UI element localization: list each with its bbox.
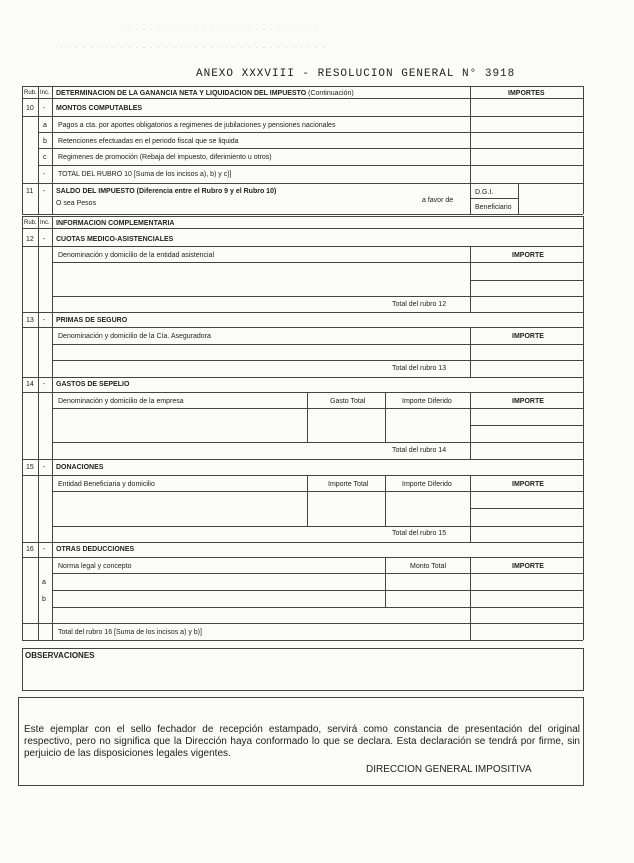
rubro-15-col-importe: IMPORTE [512,481,544,488]
rubro-15-col-importe-total: Importe Total [328,481,369,488]
rubro-10-number: 10 [26,105,34,112]
rubro-12-number: 12 [26,236,34,243]
bleed-through-text: · · · · · · · · · · · · · · · · · · · · · · · · · · · [120,24,319,34]
importes-header: IMPORTES [508,90,545,97]
rubro-14-total: Total del rubro 14 [392,447,447,454]
rubro-15-title: DONACIONES [56,464,104,471]
rubro-13-col-entidad: Denominación y domicilio de la Cía. Aseguradora [58,333,211,340]
rubro-10-inc-total: - [43,171,46,178]
rubro-14-title: GASTOS DE SEPELIO [56,381,130,388]
rubro-11-title: SALDO DEL IMPUESTO (Diferencia entre el Rubro 9 y el Rubro 10) [56,188,277,195]
rubro-15-number: 15 [26,464,34,471]
rubro-12-col-entidad: Denominación y domicilio de la entidad asistencial [58,252,215,259]
rubro-14-col-importe-diferido: Importe Diferido [402,398,452,405]
info-title: INFORMACION COMPLEMENTARIA [56,220,175,227]
rubro-10-inc-b: b [43,138,47,145]
footer-disclaimer: Este ejemplar con el sello fechador de recepción estampado, servirá como constancia de presentación del original respectivo, pero no significa que la Dirección haya conformado lo que se declara. Esta declaración se tendrá por firme, sin perjuicio de las disposiciones legales vigentes. [24,724,580,759]
rubro-13-total: Total del rubro 13 [392,365,447,372]
inc-header: Inc. [40,90,50,96]
rubro-16-inc-a: a [42,579,46,586]
rubro-11-beneficiario: Beneficiario [475,204,512,211]
rubro-10-item-b: Retenciones efectuadas en el periodo fiscal que se liquida [58,138,239,145]
rubro-16-number: 16 [26,546,34,553]
rubro-14-col-gasto-total: Gasto Total [330,398,366,405]
rubro-16-inc-b: b [42,596,46,603]
rubro-14-number: 14 [26,381,34,388]
rubro-10-dash: - [43,105,46,112]
footer-signature: DIRECCION GENERAL IMPOSITIVA [366,764,532,775]
rubro-12-col-importe: IMPORTE [512,252,544,259]
rubro-14-dash: - [43,381,46,388]
rubro-13-title: PRIMAS DE SEGURO [56,317,128,324]
info-rub-header: Rub. [24,220,37,226]
rubro-13-col-importe: IMPORTE [512,333,544,340]
rubro-15-col-entidad: Entidad Beneficiaria y domicilio [58,481,155,488]
rubro-10-item-c: Regimenes de promoción (Rebaja del impuesto, diferimiento u otros) [58,154,272,161]
rubro-15-col-importe-diferido: Importe Diferido [402,481,452,488]
rubro-10-title: MONTOS COMPUTABLES [56,105,143,112]
rubro-14-col-importe: IMPORTE [512,398,544,405]
rubro-10-item-a: Pagos a cta. por aportes obligatorios a regimenes de jubilaciones y pensiones nacionales [58,122,336,129]
rubro-12-total: Total del rubro 12 [392,301,447,308]
rub-header: Rub. [24,90,37,96]
rubro-12-dash: - [43,236,46,243]
section-title: DETERMINACION DE LA GANANCIA NETA Y LIQUIDACION DEL IMPUESTO (Continuación) [56,90,354,97]
bleed-through-text: · · · · · · · · · · · · · · · · · · · · · · · · · · · · · · · · · · · · [60,42,327,52]
rubro-16-col-norma: Norma legal y concepto [58,563,132,570]
rubro-16-col-importe: IMPORTE [512,563,544,570]
observaciones-label: OBSERVACIONES [25,651,95,660]
rubro-11-dash: - [43,188,46,195]
rubro-15-total: Total del rubro 15 [392,530,447,537]
rubro-12-title: CUOTAS MEDICO-ASISTENCIALES [56,236,174,243]
rubro-11-favor: a favor de [422,197,454,204]
rubro-16-col-monto-total: Monto Total [410,563,447,570]
rubro-15-dash: - [43,464,46,471]
rubro-11-pesos: O sea Pesos [56,200,97,207]
rubro-16-title: OTRAS DEDUCCIONES [56,546,135,553]
rubro-10-total: TOTAL DEL RUBRO 10 [Suma de los incisos a), b) y c)] [58,171,232,178]
page-title: ANEXO XXXVIII - RESOLUCION GENERAL N° 3918 [196,68,516,80]
rubro-16-dash: - [43,546,46,553]
rubro-13-dash: - [43,317,46,324]
rubro-11-number: 11 [26,188,34,195]
rubro-11-dgi: D.G.I. [475,189,494,196]
rubro-14-col-empresa: Denominación y domicilio de la empresa [58,398,184,405]
rubro-13-number: 13 [26,317,34,324]
rubro-16-total: Total del rubro 16 [Suma de los incisos a) y b)] [58,629,202,636]
rubro-10-inc-c: c [43,154,47,161]
rubro-10-inc-a: a [43,122,47,129]
info-inc-header: Inc. [40,220,50,226]
